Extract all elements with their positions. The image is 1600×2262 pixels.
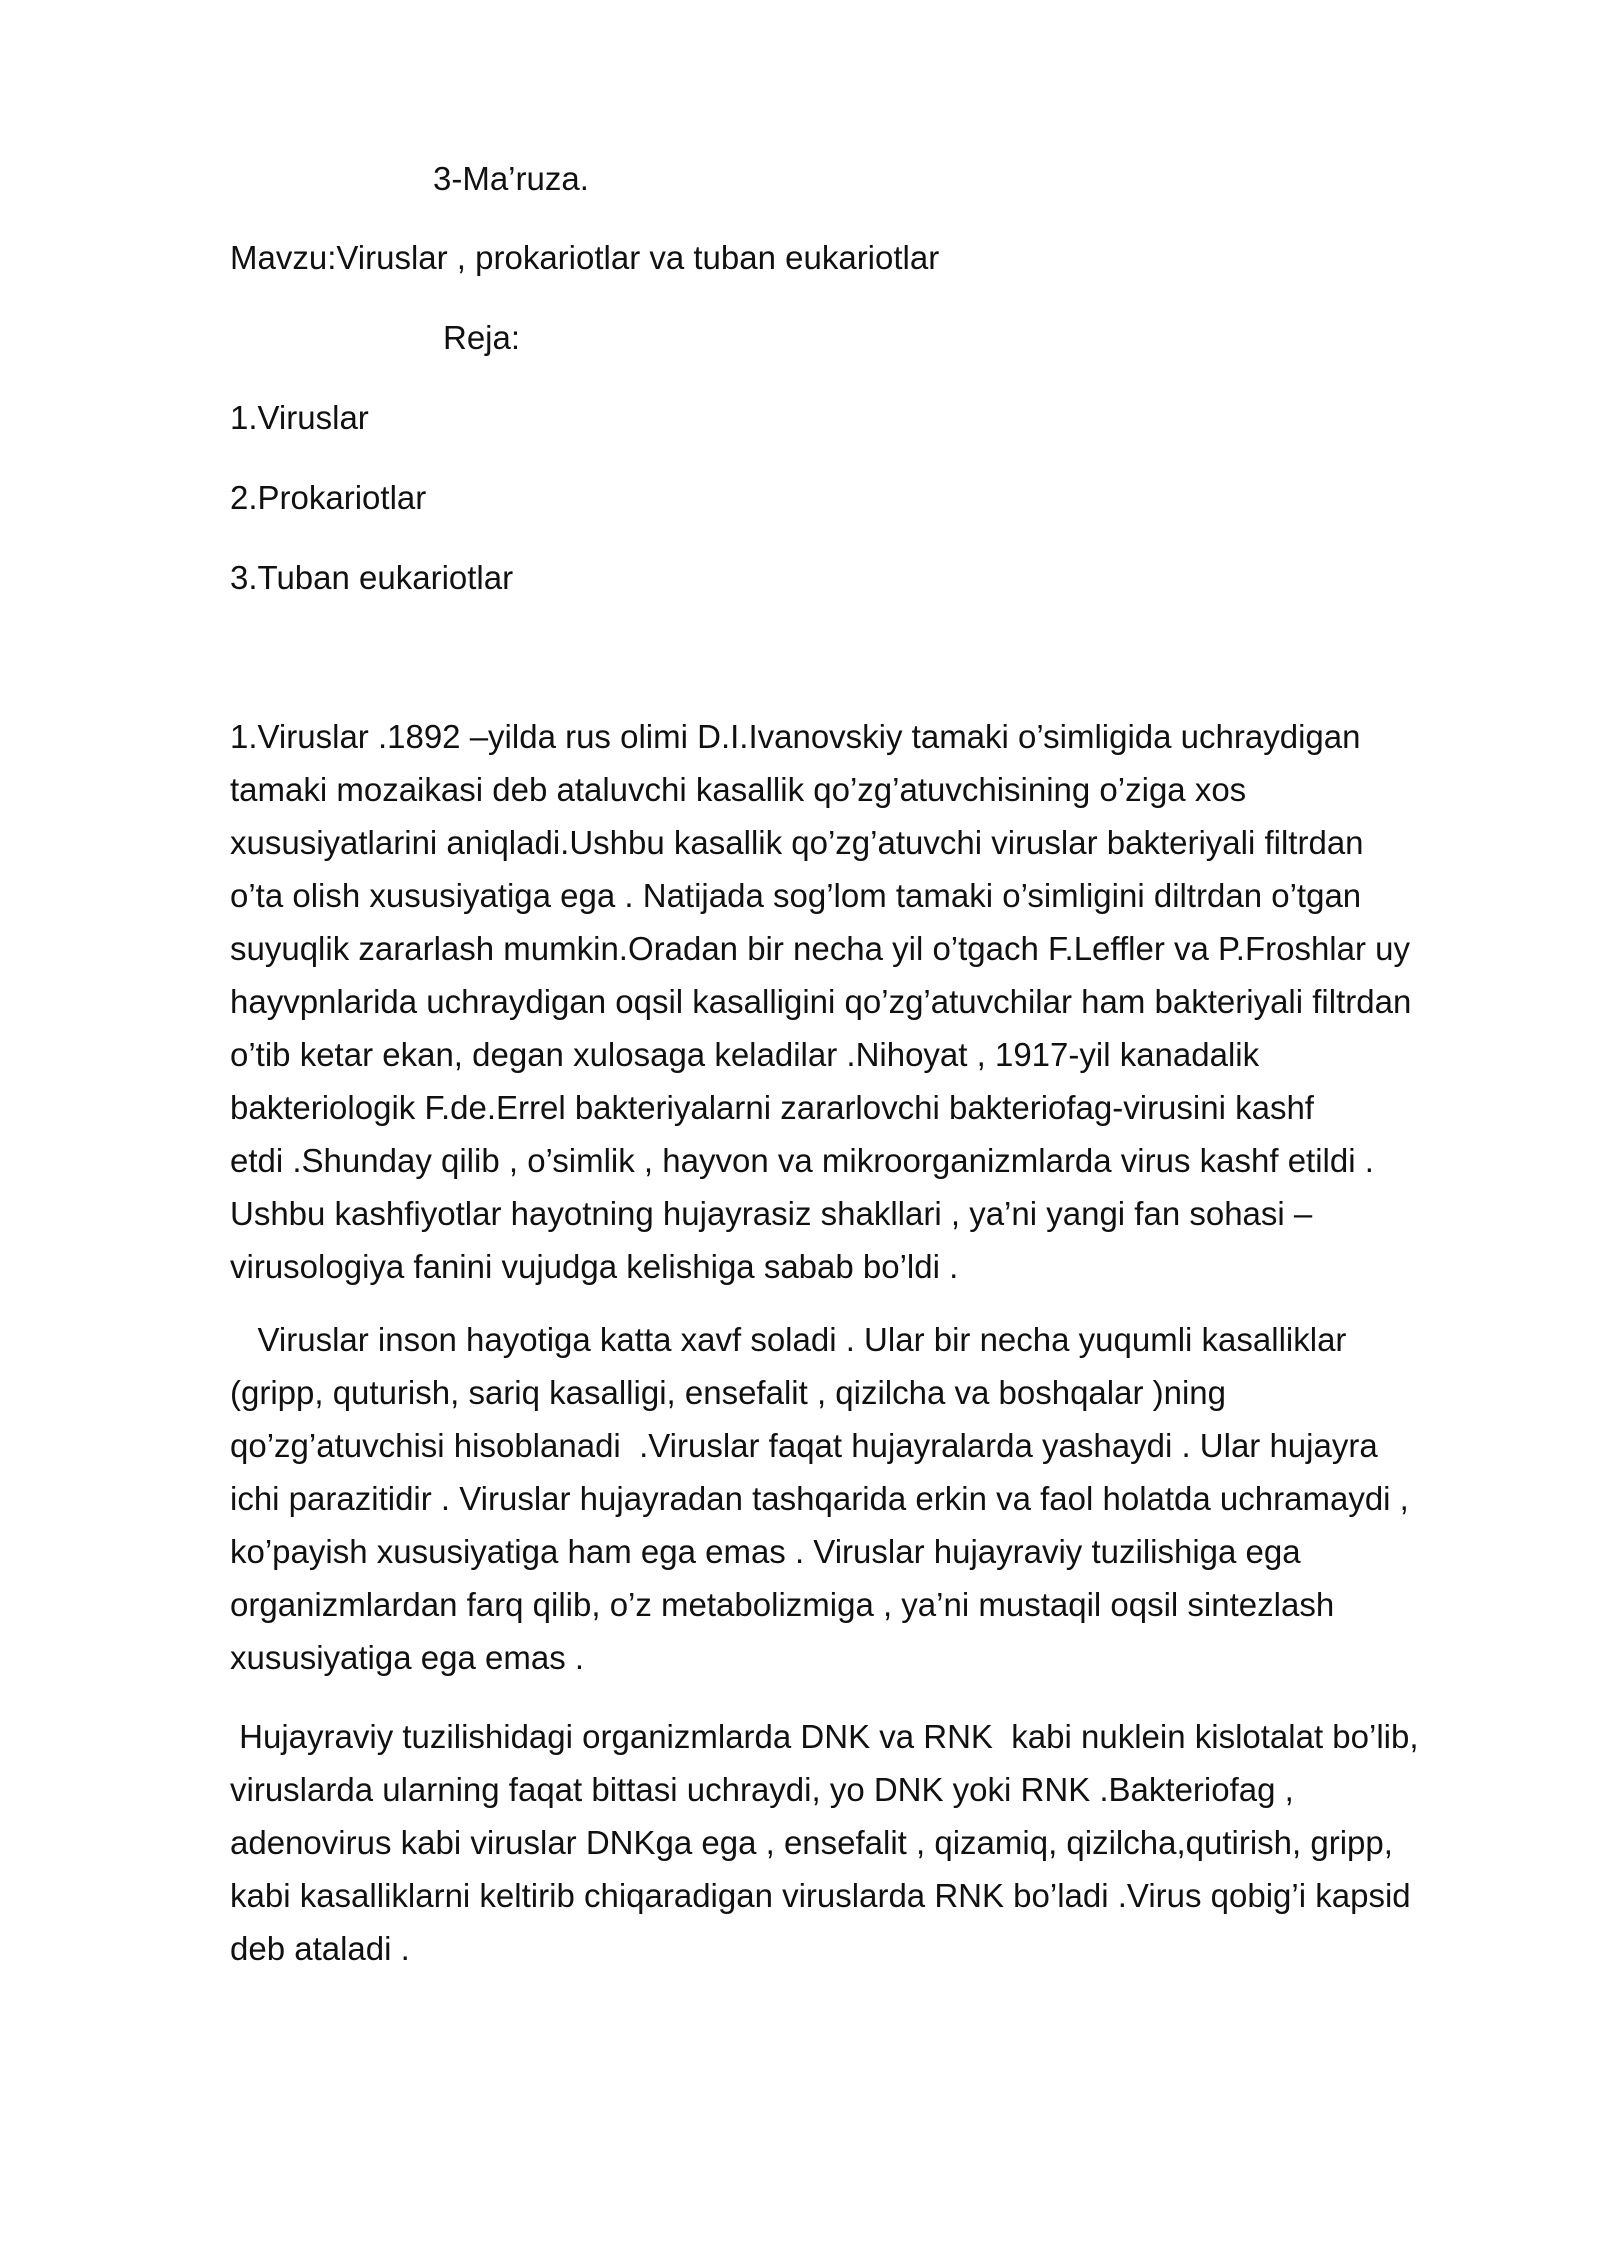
paragraph-line: hayvpnlarida uchraydigan oqsil kasalligini qo’zg’atuvchilar ham bakteriyali filtrdan [230, 983, 1412, 1020]
plan-item-prokariotlar: 2.Prokariotlar [230, 479, 427, 516]
paragraph-line: qo’zg’atuvchisi hisoblanadi .Viruslar faqat hujayralarda yashaydi . Ular hujayra [230, 1427, 1378, 1464]
paragraph-line: organizmlardan farq qilib, o’z metabolizmiga , ya’ni mustaqil oqsil sintezlash [230, 1586, 1335, 1623]
paragraph-line: o’tib ketar ekan, degan xulosaga keladilar .Nihoyat , 1917-yil kanadalik [230, 1036, 1260, 1073]
paragraph-line: ichi parazitidir . Viruslar hujayradan tashqarida erkin va faol holatda uchramaydi , [230, 1480, 1409, 1517]
paragraph-line: adenovirus kabi viruslar DNKga ega , ensefalit , qizamiq, qizilcha,qutirish, gripp, [230, 1824, 1393, 1861]
topic-line: Mavzu:Viruslar , prokariotlar va tuban eukariotlar [230, 239, 940, 276]
plan-heading: Reja: [443, 319, 521, 356]
paragraph-line: (gripp, quturish, sariq kasalligi, ensefalit , qizilcha va boshqalar )ning [230, 1374, 1227, 1411]
paragraph-nucleic-acids [230, 1710, 1520, 1975]
paragraph-line: deb ataladi . [230, 1930, 410, 1967]
paragraph-line: o’ta olish xususiyatiga ega . Natijada sog’lom tamaki o’simligini diltrdan o’tgan [230, 877, 1362, 914]
paragraph-line: Ushbu kashfiyotlar hayotning hujayrasiz shakllari , ya’ni yangi fan sohasi – [230, 1195, 1313, 1232]
paragraph-line: Hujayraviy tuzilishidagi organizmlarda DNK va RNK kabi nuklein kislotalat bo’lib, [230, 1718, 1419, 1755]
paragraph-line: bakteriologik F.de.Errel bakteriyalarni zararlovchi bakteriofag-virusini kashf [230, 1089, 1314, 1126]
plan-item-tuban-eukariotlar: 3.Tuban eukariotlar [230, 559, 514, 596]
paragraph-viruslar-danger [230, 1313, 1520, 1684]
paragraph-viruslar-history [230, 710, 1520, 1293]
paragraph-line: tamaki mozaikasi deb ataluvchi kasallik qo’zg’atuvchisining o’ziga xos [230, 771, 1247, 808]
plan-item-viruslar: 1.Viruslar [230, 399, 369, 436]
paragraph-line: xususiyatiga ega emas . [230, 1639, 585, 1676]
paragraph-line: suyuqlik zararlash mumkin.Oradan bir necha yil o’tgach F.Leffler va P.Froshlar uy [230, 930, 1410, 967]
paragraph-line: viruslarda ularning faqat bittasi uchraydi, yo DNK yoki RNK .Bakteriofag , [230, 1771, 1294, 1808]
paragraph-line: virusologiya fanini vujudga kelishiga sabab bo’ldi . [230, 1248, 959, 1285]
paragraph-line: kabi kasalliklarni keltirib chiqaradigan viruslarda RNK bo’ladi .Virus qobig’i kapsid [230, 1877, 1411, 1914]
paragraph-line: xususiyatlarini aniqladi.Ushbu kasallik qo’zg’atuvchi viruslar bakteriyali filtrdan [230, 824, 1364, 861]
lecture-number: 3-Ma’ruza. [433, 160, 589, 197]
paragraph-line: 1.Viruslar .1892 –yilda rus olimi D.I.Ivanovskiy tamaki o’simligida uchraydigan [230, 718, 1361, 755]
paragraph-line: etdi .Shunday qilib , o’simlik , hayvon va mikroorganizmlarda virus kashf etildi . [230, 1142, 1374, 1179]
paragraph-line: ko’payish xususiyatiga ham ega emas . Viruslar hujayraviy tuzilishiga ega [230, 1533, 1301, 1570]
paragraph-line: Viruslar inson hayotiga katta xavf soladi . Ular bir necha yuqumli kasalliklar [230, 1321, 1347, 1358]
